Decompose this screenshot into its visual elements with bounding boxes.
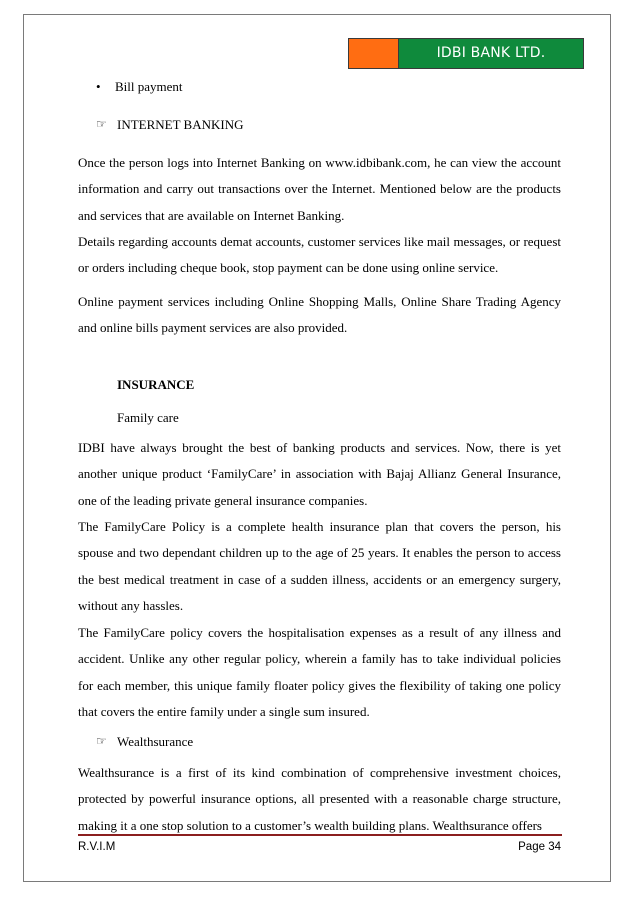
paragraph: The FamilyCare Policy is a complete health insurance plan that covers the person, his spouse and two dependant children up to the age of 25 years. It enables the person to access the best medical treatment in case of a sudden illness, accidents or an emergency surgery, without any hassles.	[78, 519, 561, 613]
bullet-dot-icon: •	[96, 79, 101, 94]
header-accent-block	[348, 38, 399, 69]
bullet-item: Bill payment	[115, 79, 183, 94]
footer-left: R.V.I.M	[78, 841, 116, 853]
paragraph: The FamilyCare policy covers the hospitalisation expenses as a result of any illness and accident. Unlike any other regular policy, wherein a family has to take individual policies for each member, this unique family floater policy gives the flexibility of taking one policy that covers the entire family under a single sum insured.	[78, 625, 561, 719]
pointing-hand-icon: ☞	[96, 734, 107, 748]
section-heading-internet-banking: INTERNET BANKING	[117, 117, 244, 132]
section-heading-insurance: INSURANCE	[117, 377, 195, 392]
paragraph: Wealthsurance is a first of its kind combination of comprehensive investment choices, protected by powerful insurance options, all presented with a reasonable charge structure, making it a one stop solution to a customer’s wealth building plans. Wealthsurance offers	[78, 765, 561, 833]
paragraph: IDBI have always brought the best of banking products and services. Now, there is yet another unique product ‘FamilyCare’ in association with Bajaj Allianz General Insurance, one of the leading private general insurance companies.	[78, 440, 561, 508]
paragraph: Online payment services including Online Shopping Malls, Online Share Trading Agency and online bills payment services are also provided.	[78, 294, 561, 336]
paragraph: Details regarding accounts demat accounts, customer services like mail messages, or request or orders including cheque book, stop payment can be done using online service.	[78, 234, 561, 276]
footer-divider	[78, 834, 562, 836]
section-heading-wealthsurance: Wealthsurance	[117, 734, 194, 749]
paragraph: Once the person logs into Internet Banking on www.idbibank.com, he can view the account information and carry out transactions over the Internet. Mentioned below are the products and services that are available on Internet Banking.	[78, 155, 561, 223]
footer-page-number: Page 34	[518, 841, 561, 853]
pointing-hand-icon: ☞	[96, 117, 107, 131]
subheading-family-care: Family care	[117, 410, 179, 425]
header-title: IDBI BANK LTD.	[398, 38, 584, 69]
